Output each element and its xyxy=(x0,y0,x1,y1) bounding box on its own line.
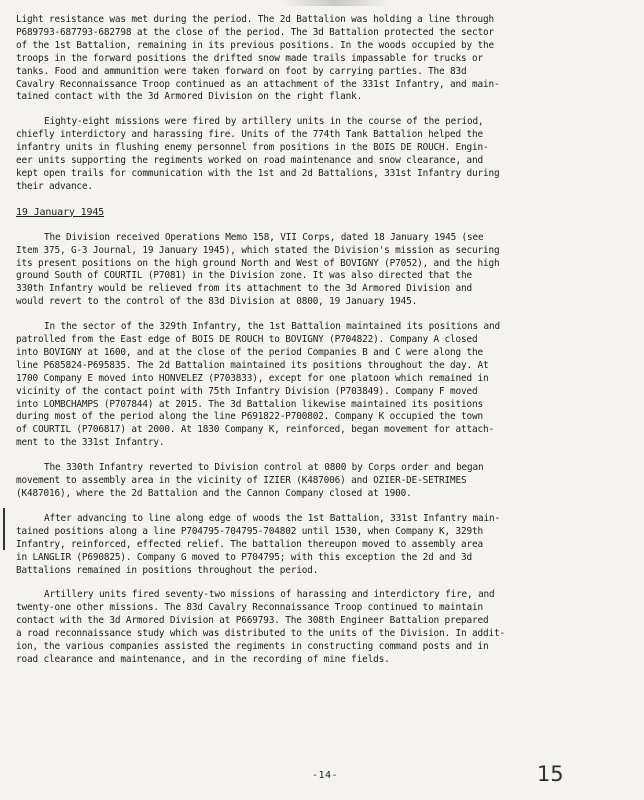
text-line: Artillery units fired seventy-two missions of harassing and interdictory fire, and xyxy=(44,589,495,601)
paragraph-artillery-engineers xyxy=(16,116,624,193)
text-line: in LANGLIR (P690825). Company G moved to P704795; with this exception the 2d and 3d xyxy=(16,551,473,563)
text-line: Eighty-eight missions were fired by artillery units in the course of the period, xyxy=(44,116,484,128)
text-line: line P685824-P695835. The 2d Battalion maintained its positions throughout the day. At xyxy=(16,359,489,371)
margin-mark xyxy=(3,508,5,550)
text-line: infantry units in flushing enemy personnel from positions in the BOIS DE ROUCH. Engin- xyxy=(16,142,489,154)
text-line: 330th Infantry would be relieved from its attachment to the 3d Armored Division and xyxy=(16,283,473,295)
text-line: into LOMBCHAMPS (P707844) at 2015. The 3d Battalion likewise maintained its positions xyxy=(16,398,484,410)
text-line: After advancing to line along edge of woods the 1st Battalion, 331st Infantry main- xyxy=(44,512,501,524)
text-line: The 330th Infantry reverted to Division control at 0800 by Corps order and began xyxy=(44,462,484,474)
text-line: Item 375, G-3 Journal, 19 January 1945), which stated the Division's mission as securing xyxy=(16,244,500,256)
text-line: Infantry, reinforced, effected relief. The battalion thereupon moved to assembly area xyxy=(16,538,484,550)
text-line: road clearance and maintenance, and in the recording of mine fields. xyxy=(16,653,390,665)
text-line: In the sector of the 329th Infantry, the 1st Battalion maintained its positions and xyxy=(44,321,501,333)
text-line: (K487016), where the 2d Battalion and the Cannon Company closed at 1900. xyxy=(16,488,412,499)
text-line: ground South of COURTIL (P7081) in the Division zone. It was also directed that the xyxy=(16,270,473,282)
text-line: tained positions along a line P704795-704795-704802 until 1530, when Company K, 329th xyxy=(16,525,484,537)
text-line: of COURTIL (P706817) at 2000. At 1830 Company K, reinforced, began movement for attach- xyxy=(16,424,494,436)
text-line: movement to assembly area in the vicinity of IZIER (K487006) and OZIER-DE-SETRIMES xyxy=(16,475,467,487)
text-line: ment to the 331st Infantry. xyxy=(16,437,165,449)
header-smudge xyxy=(280,0,390,6)
text-line: chiefly interdictory and harassing fire. Units of the 774th Tank Battalion helped the xyxy=(16,129,484,141)
text-line: patrolled from the East edge of BOIS DE ROUCH to BOVIGNY (P704822). Company A closed xyxy=(16,334,478,346)
text-line: P689793-687793-682798 at the close of the period. The 3d Battalion protected the sector xyxy=(16,26,494,38)
text-line: Cavalry Reconnaissance Troop continued as an attachment of the 331st Infantry, and main- xyxy=(16,78,500,90)
text-line: contact with the 3d Armored Division at P669793. The 308th Engineer Battalion prepared xyxy=(16,615,489,627)
page-number: -14- xyxy=(312,770,339,781)
text-line: its present positions on the high ground North and West of BOVIGNY (P7052), and the high xyxy=(16,257,500,269)
text-line: Battalions remained in positions throughout the period. xyxy=(16,564,319,576)
text-line: during most of the period along the line P691822-P700802. Company K occupied the town xyxy=(16,411,484,423)
paragraph-331st-infantry xyxy=(16,513,624,578)
paragraph-period-summary xyxy=(16,14,624,104)
text-line: Light resistance was met during the period. The 2d Battalion was holding a line through xyxy=(16,14,494,25)
paragraph-artillery-support xyxy=(16,589,624,666)
text-line: tained contact with the 3d Armored Division on the right flank. xyxy=(16,91,363,103)
handwritten-page-stamp: 15 xyxy=(537,762,564,786)
text-line: ion, the various companies assisted the regiments in constructing command posts and in xyxy=(16,641,489,653)
text-line: twenty-one other missions. The 83d Cavalry Reconnaissance Troop continued to maintain xyxy=(16,602,484,614)
text-line: their advance. xyxy=(16,180,93,192)
text-line: The Division received Operations Memo 158, VII Corps, dated 18 January 1945 (see xyxy=(44,231,484,243)
text-line: of the 1st Battalion, remaining in its previous positions. In the woods occupied by the xyxy=(16,39,494,51)
text-line: eer units supporting the regiments worked on road maintenance and snow clearance, and xyxy=(16,155,484,167)
paragraph-329th-infantry xyxy=(16,321,624,450)
text-line: tanks. Food and ammunition were taken forward on foot by carrying parties. The 83d xyxy=(16,65,467,77)
text-line: 1700 Company E moved into HONVELEZ (P703833), except for one platoon which remained in xyxy=(16,372,489,384)
text-line: troops in the forward positions the drifted snow made trails impassable for trucks or xyxy=(16,52,484,64)
paragraph-operations-memo xyxy=(16,232,624,309)
text-line: into BOVIGNY at 1600, and at the close of the period Companies B and C were along the xyxy=(16,346,484,358)
paragraph-330th-infantry xyxy=(16,462,624,501)
section-heading-date: 19 January 1945 xyxy=(16,206,105,218)
text-line: kept open trails for communication with the 1st and 2d Battalions, 331st Infantry during xyxy=(16,167,500,179)
text-line: a road reconnaissance study which was distributed to the units of the Division. In addit- xyxy=(16,628,505,640)
page-footer xyxy=(0,762,644,798)
text-line: would revert to the control of the 83d Division at 0800, 19 January 1945. xyxy=(16,296,418,308)
text-line: vicinity of the contact point with 75th Infantry Division (P703849). Company F moved xyxy=(16,385,478,397)
